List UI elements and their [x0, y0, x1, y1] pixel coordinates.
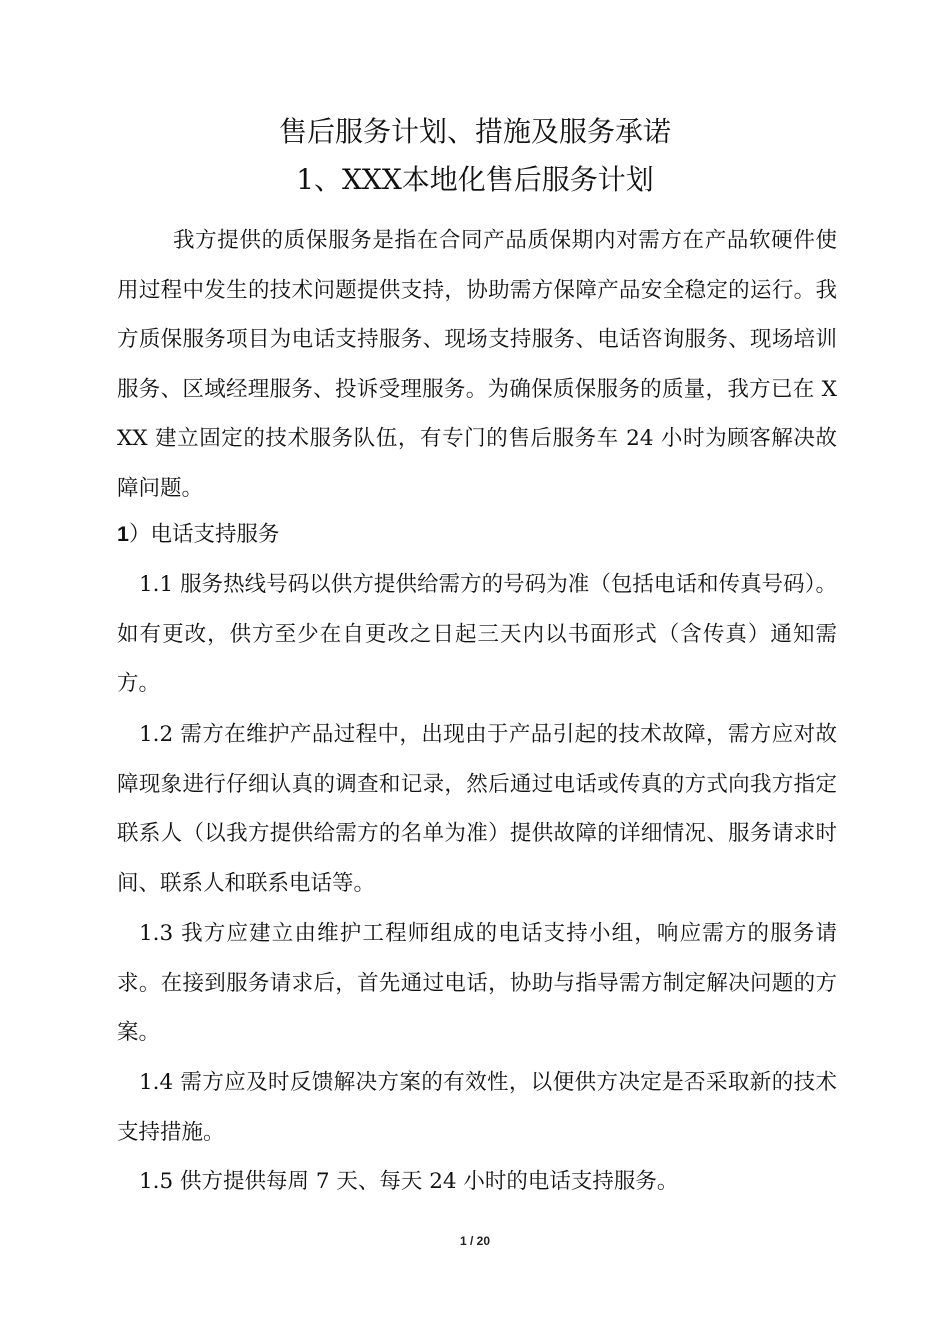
list-item-1-4: 1.4 需方应及时反馈解决方案的有效性，以便供方决定是否采取新的技术支持措施。	[117, 1070, 837, 1145]
list-item-1-3: 1.3 我方应建立由维护工程师组成的电话支持小组，响应需方的服务请求。在接到服务请求后，首先通过电话，协助与指导需方制定解决问题的方案。	[117, 921, 837, 1045]
list-item-1-1: 1.1 服务热线号码以供方提供给需方的号码为准（包括电话和传真号码）。如有更改，供方至少在自更改之日起三天内以书面形式（含传真）通知需方。	[117, 572, 837, 696]
subsection-heading-text: ）电话支持服务	[128, 522, 280, 547]
list-item-1-5: 1.5 供方提供每周 7 天、每天 24 小时的电话支持服务。	[139, 1169, 679, 1194]
subsection-number: 1	[117, 522, 129, 546]
subsection-heading	[117, 510, 837, 560]
document-title: 售后服务计划、措施及服务承诺	[278, 115, 671, 148]
section-title: 1、XXX本地化售后服务计划	[296, 163, 654, 196]
page-number: 1 / 20	[459, 1234, 491, 1248]
list-item-1-2: 1.2 需方在维护产品过程中，出现由于产品引起的技术故障，需方应对故障现象进行仔细认真的调查和记录，然后通过电话或传真的方式向我方指定联系人（以我方提供给需方的名单为准）提供故障的详细情况、服务请求时间、联系人和联系电话等。	[117, 722, 837, 896]
intro-paragraph: 我方提供的质保服务是指在合同产品质保期内对需方在产品软硬件使用过程中发生的技术问题提供支持，协助需方保障产品安全稳定的运行。我方质保服务项目为电话支持服务、现场支持服务、电话咨询服务、现场培训服务、区域经理服务、投诉受理服务。为确保质保服务的质量，我方已在 XXX 建立固定的技术服务队伍，有专门的售后服务车 24 小时为顾客解决故障问题。	[117, 228, 837, 501]
